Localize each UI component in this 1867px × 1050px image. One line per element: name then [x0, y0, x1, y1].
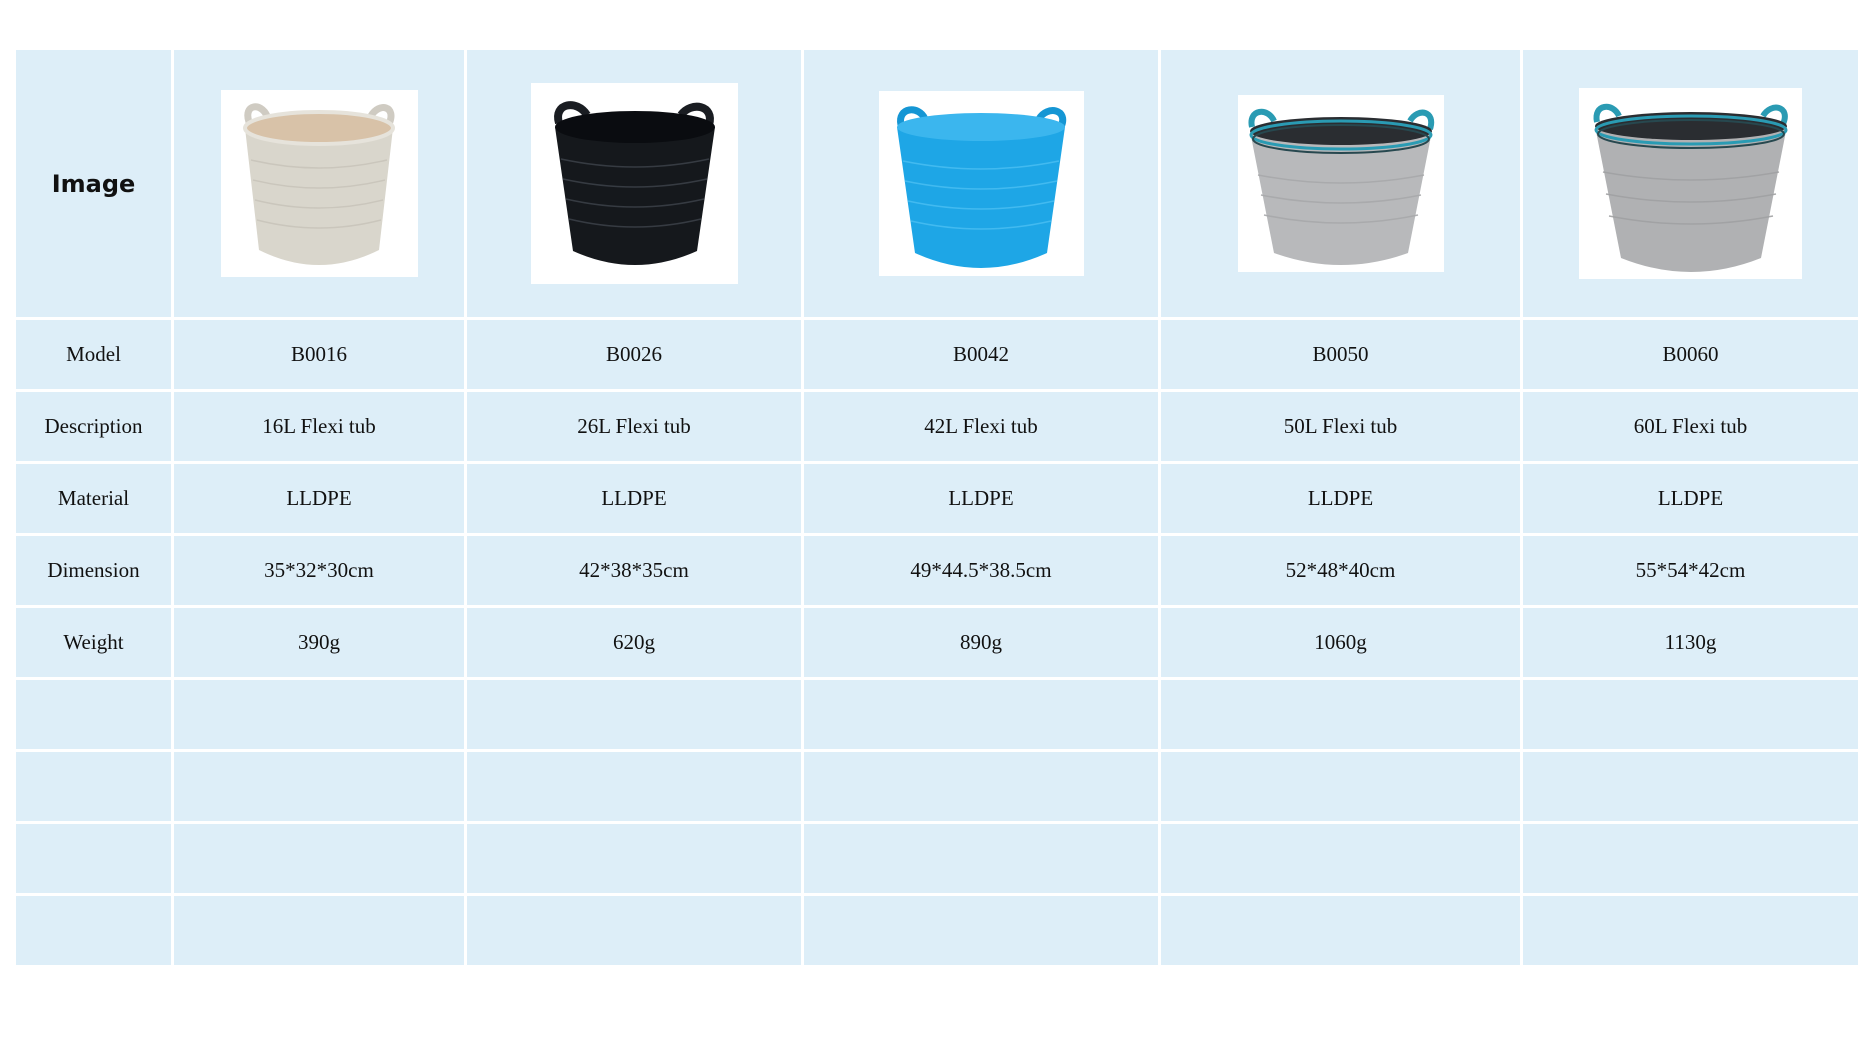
weight-cell: 1060g	[1161, 608, 1520, 677]
product-image-cell	[1523, 50, 1858, 317]
material-cell: LLDPE	[467, 464, 801, 533]
empty-cell	[174, 896, 464, 965]
empty-cell	[16, 752, 171, 821]
material-row	[16, 464, 1858, 533]
dimension-row	[16, 536, 1858, 605]
description-cell: 50L Flexi tub	[1161, 392, 1520, 461]
empty-cell	[467, 680, 801, 749]
dimension-cell: 52*48*40cm	[1161, 536, 1520, 605]
empty-cell	[804, 680, 1158, 749]
empty-row	[16, 824, 1858, 893]
empty-cell	[1161, 896, 1520, 965]
row-header-image	[16, 50, 171, 317]
empty-cell	[1523, 824, 1858, 893]
model-cell: B0050	[1161, 320, 1520, 389]
empty-cell	[1161, 752, 1520, 821]
row-header-material: Material	[16, 464, 171, 533]
empty-cell	[467, 824, 801, 893]
blue-flexi-tub-icon	[879, 91, 1084, 276]
model-row	[16, 320, 1858, 389]
empty-cell	[16, 896, 171, 965]
description-cell: 26L Flexi tub	[467, 392, 801, 461]
model-cell: B0060	[1523, 320, 1858, 389]
material-cell: LLDPE	[174, 464, 464, 533]
empty-cell	[174, 752, 464, 821]
material-cell: LLDPE	[1161, 464, 1520, 533]
weight-row	[16, 608, 1858, 677]
weight-cell: 1130g	[1523, 608, 1858, 677]
row-header-weight: Weight	[16, 608, 171, 677]
description-cell: 60L Flexi tub	[1523, 392, 1858, 461]
dimension-cell: 49*44.5*38.5cm	[804, 536, 1158, 605]
material-cell: LLDPE	[804, 464, 1158, 533]
dimension-cell: 42*38*35cm	[467, 536, 801, 605]
image-row	[16, 50, 1858, 317]
product-photo	[531, 83, 738, 284]
product-photo	[221, 90, 418, 277]
empty-cell	[467, 896, 801, 965]
product-photo	[1579, 88, 1802, 279]
dimension-cell: 55*54*42cm	[1523, 536, 1858, 605]
material-cell: LLDPE	[1523, 464, 1858, 533]
empty-cell	[1523, 896, 1858, 965]
product-image-cell	[1161, 50, 1520, 317]
empty-cell	[174, 680, 464, 749]
grey-flexi-tub-icon	[1238, 95, 1444, 272]
image-header-label: Image	[51, 169, 136, 198]
row-header-dimension: Dimension	[16, 536, 171, 605]
description-cell: 42L Flexi tub	[804, 392, 1158, 461]
product-spec-table	[13, 47, 1861, 968]
row-header-model: Model	[16, 320, 171, 389]
beige-flexi-tub-icon	[221, 90, 418, 277]
description-cell: 16L Flexi tub	[174, 392, 464, 461]
empty-cell	[467, 752, 801, 821]
empty-cell	[1523, 752, 1858, 821]
empty-cell	[16, 824, 171, 893]
weight-cell: 390g	[174, 608, 464, 677]
product-image-cell	[804, 50, 1158, 317]
empty-cell	[804, 824, 1158, 893]
weight-cell: 890g	[804, 608, 1158, 677]
description-row	[16, 392, 1858, 461]
product-image-cell	[174, 50, 464, 317]
product-photo	[1238, 95, 1444, 272]
empty-cell	[1161, 824, 1520, 893]
row-header-description: Description	[16, 392, 171, 461]
empty-cell	[174, 824, 464, 893]
empty-cell	[16, 680, 171, 749]
model-cell: B0026	[467, 320, 801, 389]
empty-cell	[804, 896, 1158, 965]
product-photo	[879, 91, 1084, 276]
product-image-cell	[467, 50, 801, 317]
empty-row	[16, 680, 1858, 749]
empty-cell	[1161, 680, 1520, 749]
empty-cell	[1523, 680, 1858, 749]
black-flexi-tub-icon	[531, 83, 738, 284]
dimension-cell: 35*32*30cm	[174, 536, 464, 605]
weight-cell: 620g	[467, 608, 801, 677]
empty-row	[16, 752, 1858, 821]
model-cell: B0042	[804, 320, 1158, 389]
empty-cell	[804, 752, 1158, 821]
grey-flexi-tub-icon	[1579, 88, 1802, 279]
empty-row	[16, 896, 1858, 965]
model-cell: B0016	[174, 320, 464, 389]
